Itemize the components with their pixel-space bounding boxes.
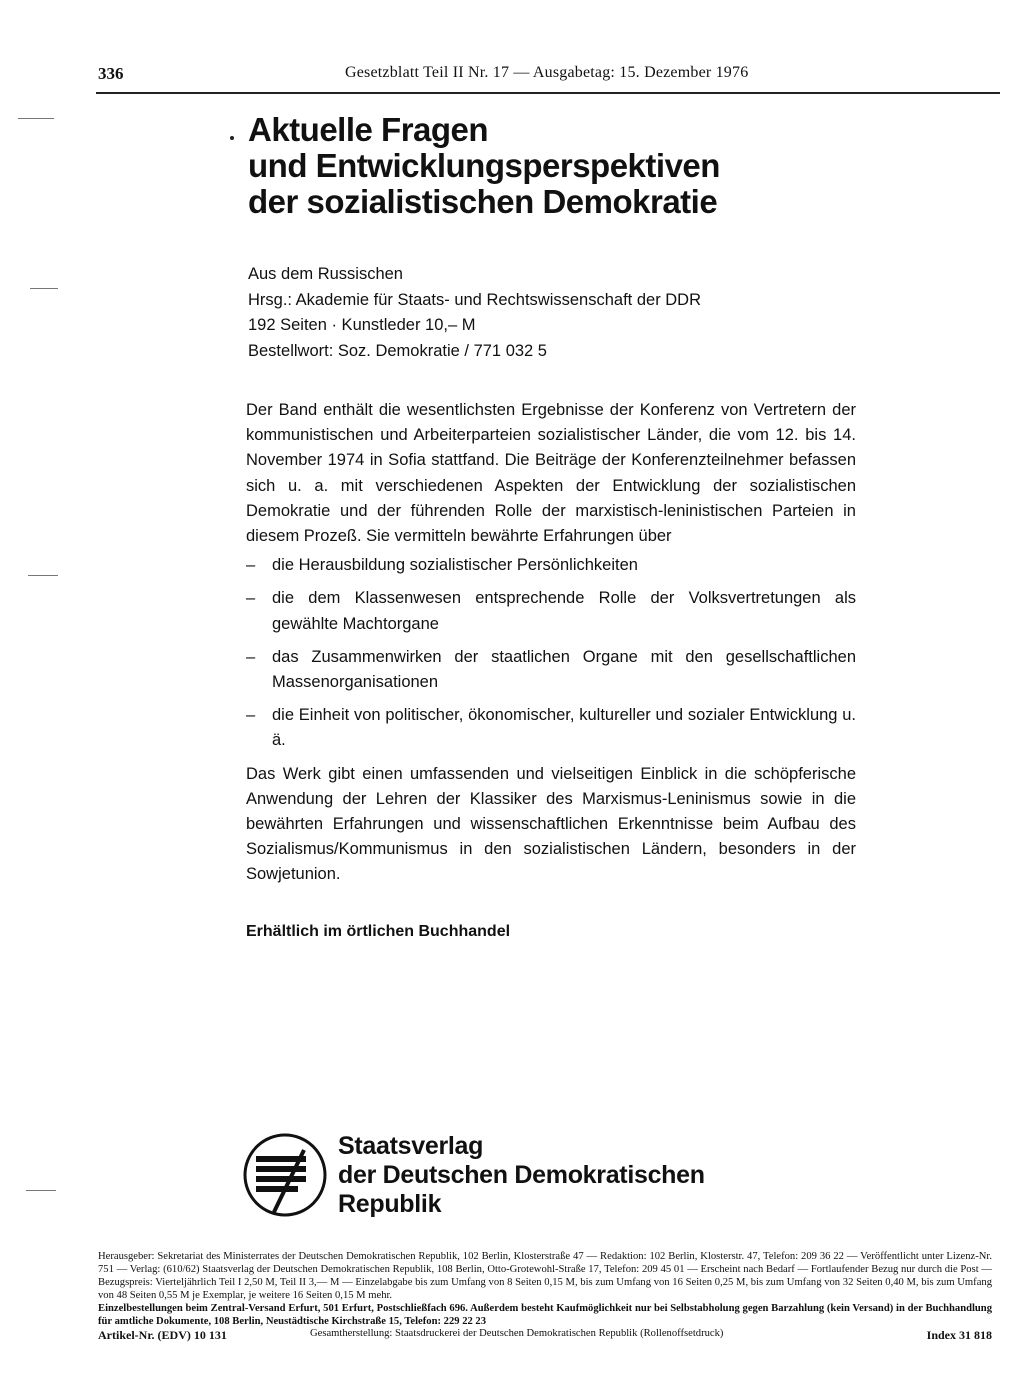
order-info: Einzelbestellungen beim Zentral-Versand Erfurt, 501 Erfurt, Postschließfach 696. Außerdem besteht Kaufmöglichkeit nur bei Selbstabholung gegen Barzahlung (kein Versand) in der Buchhandlung für amtliche Dokumente, 108 Berlin, Neustädtische Kirchstraße 15, Telefon: 229 22 23 [98,1303,992,1327]
list-item: – die dem Klassenwesen entsprechende Rolle der Volksvertretungen als gewählte Machtorgane [246,586,856,636]
translation-note: Aus dem Russischen [248,265,403,283]
dash-marker: – [246,589,256,608]
book-title-line: der sozialistischen Demokratie [248,183,718,220]
printer-note: Gesamtherstellung: Staatsdruckerei der Deutschen Demokratischen Republik (Rollenoffsetdruck) [310,1328,724,1339]
scan-mark [28,575,58,576]
availability-note: Erhältlich im örtlichen Buchhandel [246,923,511,940]
index-number: Index 31 818 [926,1328,992,1342]
dash-marker: – [246,556,256,575]
title-dot [230,136,234,140]
intro-paragraph: Der Band enthält die wesentlichsten Ergebnisse der Konferenz von Vertretern der kommunistischen und Arbeiterparteien sozialistischer Länder, die vom 12. bis 14. November 1974 in Sofia stattfand. Die Beiträge der Konferenzteilnehmer befassen sich u. a. mit verschiedenen Aspekten der Entwicklung der sozialistischen Demokratie und der führenden Rolle der marxistisch-leninistischen Parteien in diesem Prozeß. Sie vermitteln bewährte Erfahrungen über [246,401,856,546]
editor-line: Hrsg.: Akademie für Staats- und Rechtswissenschaft der DDR [248,290,702,309]
publisher-name-line: Staatsverlag [338,1132,484,1160]
running-header: Gesetzblatt Teil II Nr. 17 — Ausgabetag: 15. Dezember 1976 [345,64,749,81]
order-code-line: Bestellwort: Soz. Demokratie / 771 032 5 [248,341,547,360]
publisher-logo [242,1132,328,1218]
list-item: – das Zusammenwirken der staatlichen Organe mit den gesellschaftlichen Massenorganisationen [246,645,856,695]
dash-marker: – [246,706,256,725]
imprint [98,1250,992,1328]
footer [98,1328,992,1344]
closing-paragraph: Das Werk gibt einen umfassenden und vielseitigen Einblick in die schöpferische Anwendung der Lehren der Klassiker des Marxismus-Leninismus sowie in die bewährten Erfahrungen und wissenschaftlichen Erkenntnisse beim Aufbau des Sozialismus/Kommunismus in den sozialistischen Ländern, besonders in der Sowjetunion. [246,764,856,884]
imprint-text: Herausgeber: Sekretariat des Ministerrates der Deutschen Demokratischen Republik, 102 Berlin, Klosterstraße 47 — Redaktion: 102 Berlin, Klosterstr. 47, Telefon: 209 36 22 — Veröffentlicht unter Lizenz-Nr. 751 — Verlag: (610/62) Staatsverlag der Deutschen Demokratischen Republik, 108 Berlin, Otto-Grotewohl-Straße 17, Telefon: 209 45 01 — Erscheint nach Bedarf — Fortlaufender Bezug nur durch die Post — Bezugspreis: Vierteljährlich Teil I 2,50 M, Teil II 3,— M — Einzelabgabe bis zum Umfang von 8 Seiten 0,15 M, bis zum Umfang von 16 Seiten 0,25 M, bis zum Umfang von 32 Seiten 0,40 M, bis zum Umfang von 48 Seiten 0,55 M je Exemplar, je weitere 16 Seiten 0,15 M mehr. [98,1251,992,1301]
publisher-logo-icon [242,1132,328,1218]
book-title-line: Aktuelle Fragen [248,111,489,148]
article-number: Artikel-Nr. (EDV) 10 131 [98,1328,227,1342]
dash-marker: – [246,647,256,666]
publisher-name-line: der Deutschen Demokratischen [338,1161,705,1189]
list-item: – die Herausbildung sozialistischer Persönlichkeiten [246,553,856,578]
book-title-line: und Entwicklungsperspektiven [248,147,720,184]
scan-mark [26,1190,56,1191]
pages-price-line: 192 Seiten · Kunstleder 10,– M [248,316,476,334]
header-rule [96,92,1000,94]
list-item: – die Einheit von politischer, ökonomischer, kultureller und sozialer Entwicklung u. ä. [246,703,856,753]
book-description [246,398,856,888]
scan-mark [30,288,58,289]
book-metadata [248,262,808,364]
page-number: 336 [98,64,124,83]
topic-list [246,553,856,753]
publisher-name [338,1132,758,1219]
scan-mark [18,118,54,119]
book-title [248,112,808,220]
publisher-name-line: Republik [338,1190,442,1218]
